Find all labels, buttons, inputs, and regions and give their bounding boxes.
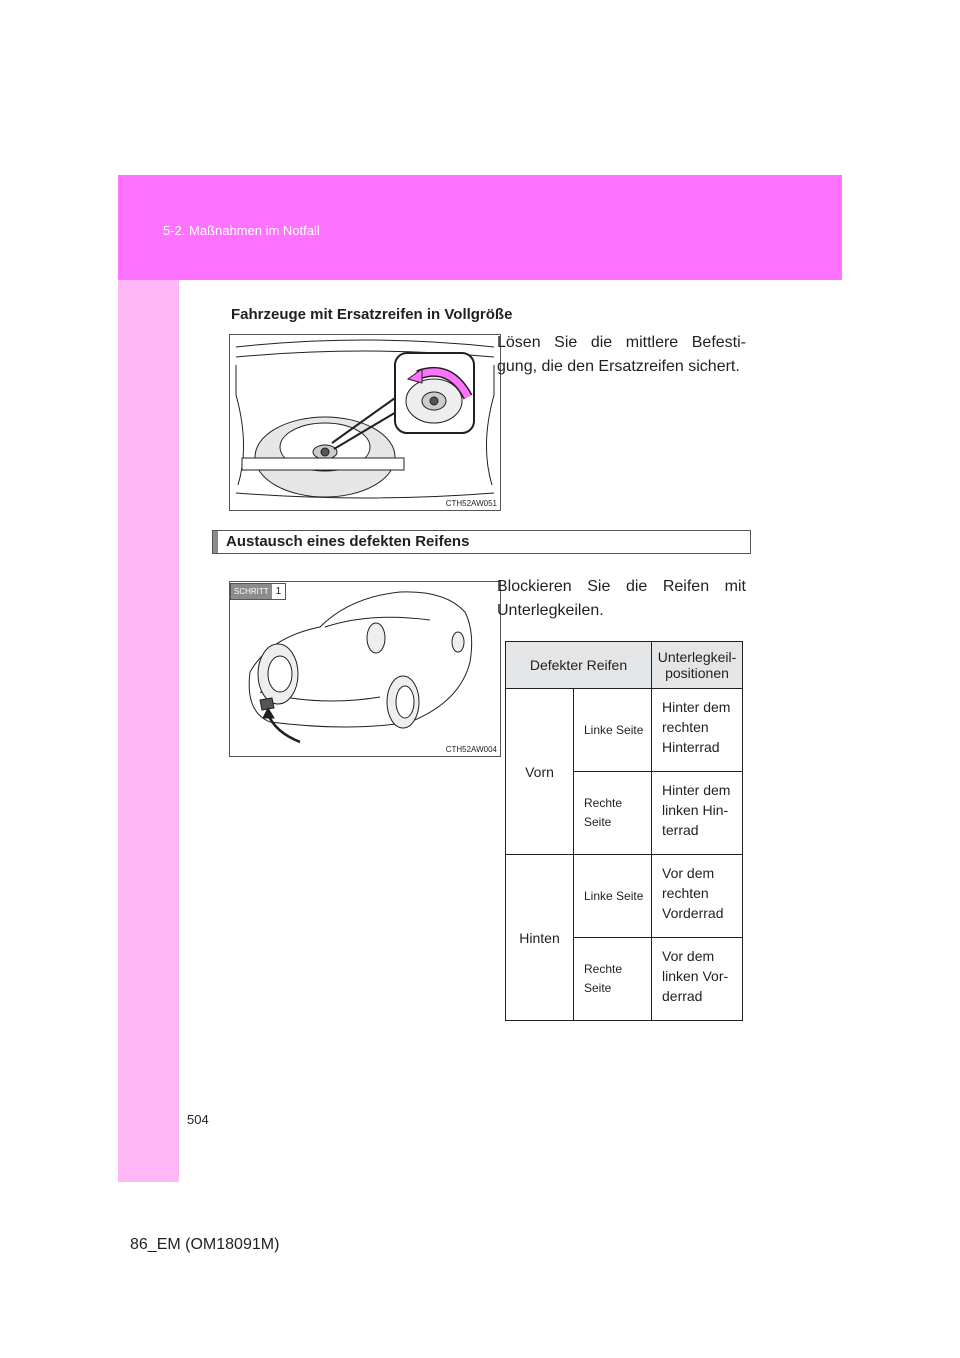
table-position-cell: Vor dem linken Vor- derrad — [652, 938, 743, 1021]
document-code: 86_EM (OM18091M) — [130, 1236, 280, 1253]
instruction-block-wheels: Blockieren Sie die Reifen mit Unterlegkeilen. — [497, 578, 746, 619]
table-row — [506, 855, 743, 938]
side-tab-strip — [118, 280, 179, 1182]
table-side-cell: Linke Seite — [574, 855, 652, 938]
section-marker — [213, 531, 218, 553]
table-position-cell: Hinter dem linken Hin- terrad — [652, 772, 743, 855]
step-word: SCHRITT — [231, 584, 272, 599]
table-group-rear: Hinten — [506, 855, 574, 1021]
table-row — [506, 689, 743, 772]
table-header-row — [506, 642, 743, 689]
wheel-chock-illustration — [229, 581, 501, 757]
car-wheel-chock-drawing — [230, 582, 500, 756]
table-group-front: Vorn — [506, 689, 574, 855]
trunk-spare-tire-drawing — [230, 335, 500, 510]
table-position-cell: Hinter dem rechten Hinterrad — [652, 689, 743, 772]
wheel-chock-table — [505, 641, 743, 1021]
table-side-cell: Linke Seite — [574, 689, 652, 772]
section-title-bar — [212, 530, 751, 554]
spare-tire-illustration — [229, 334, 501, 511]
page-number: 504 — [187, 1112, 209, 1127]
section-title: Austausch eines defekten Reifens — [226, 533, 470, 550]
table-side-cell: Rechte Seite — [574, 938, 652, 1021]
breadcrumb: 5-2. Maßnahmen im Notfall — [163, 223, 320, 238]
sub-heading-spare-tire: Fahrzeuge mit Ersatzreifen in Vollgröße — [231, 306, 513, 323]
figure-code: CTH52AW004 — [445, 745, 497, 754]
table-header-chock-positions: Unterlegkeil- positionen — [652, 642, 743, 689]
step-badge — [230, 583, 286, 600]
table-side-cell: Rechte Seite — [574, 772, 652, 855]
instruction-loosen-fastener: Lösen Sie die mittlere Befesti- gung, die den Ersatzreifen sichert. — [497, 334, 746, 375]
table-header-defective-tire: Defekter Reifen — [506, 642, 652, 689]
figure-code: CTH52AW051 — [445, 499, 497, 508]
table-position-cell: Vor dem rechten Vorderrad — [652, 855, 743, 938]
step-number: 1 — [272, 584, 286, 599]
